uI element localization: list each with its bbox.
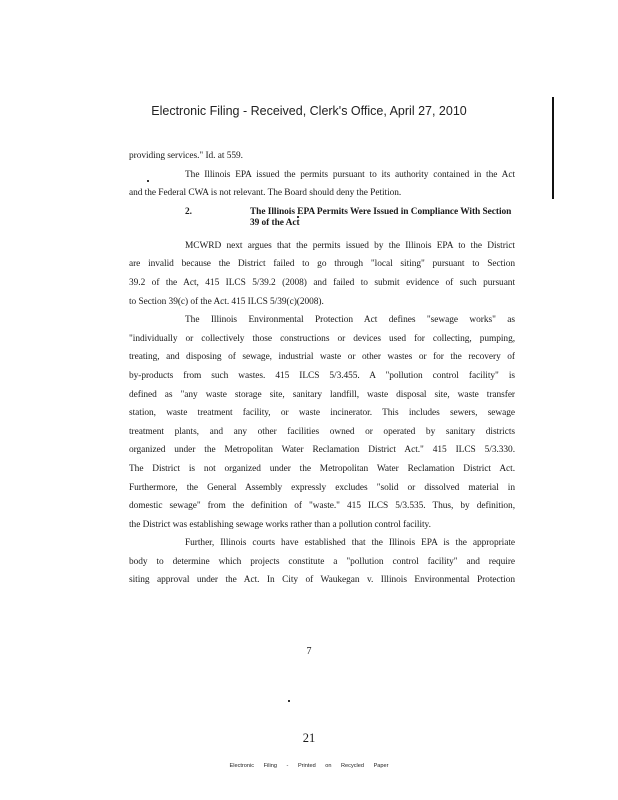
body-line: The Illinois Environmental Protection Act defines "sewage works" as — [185, 315, 515, 326]
section-title: The Illinois EPA Permits Were Issued in Compliance With Section 39 of the Act — [249, 206, 512, 229]
body-line: domestic sewage" from the definition of "waste." 415 ILCS 5/3.535. Thus, by definition, — [129, 501, 515, 512]
body-line: MCWRD next argues that the permits issued by the Illinois EPA to the District — [185, 240, 515, 251]
body-line: and the Federal CWA is not relevant. The Board should deny the Petition. — [129, 188, 402, 199]
filing-footer: Electronic Filing - Printed on Recycled Paper — [229, 763, 389, 769]
body-line: station, waste treatment facility, or waste incinerator. This includes sewers, sewage — [129, 408, 515, 419]
section-heading — [129, 207, 515, 230]
body-line: the District was establishing sewage works rather than a pollution control facility. — [129, 519, 431, 530]
body-line: Furthermore, the General Assembly expressly excludes "solid or dissolved material in — [129, 482, 515, 493]
body-line: organized under the Metropolitan Water Reclamation District Act." 415 ILCS 5/3.330. — [129, 445, 515, 456]
filing-header: Electronic Filing - Received, Clerk's Office, April 27, 2010 — [151, 104, 467, 118]
body-line: The District is not organized under the Metropolitan Water Reclamation District Act. — [129, 463, 515, 474]
body-line: The Illinois EPA issued the permits pursuant to its authority contained in the Act — [185, 169, 515, 180]
body-line: siting approval under the Act. In City of Waukegan v. Illinois Environmental Protection — [129, 575, 515, 586]
body-line: "individually or collectively those constructions or devices used for collecting, pumping, — [129, 333, 515, 344]
margin-revision-bar — [552, 97, 554, 199]
body-line: body to determine which projects constitute a "pollution control facility" and require — [129, 556, 515, 567]
body-line: defined as "any waste storage site, sanitary landfill, waste disposal site, waste transfer — [129, 389, 515, 400]
filing-page-number: 21 — [302, 731, 316, 745]
document-body — [129, 147, 515, 590]
body-line: treating, and disposing of sewage, industrial waste or other wastes or for the recovery of — [129, 352, 515, 363]
body-line: by-products from such wastes. 415 ILCS 5/3.455. A "pollution control facility" is — [129, 370, 515, 381]
section-number: 2. — [185, 206, 192, 217]
body-line: Further, Illinois courts have established that the Illinois EPA is the appropriate — [185, 538, 515, 549]
body-line: 39.2 of the Act, 415 ILCS 5/39.2 (2008) and failed to submit evidence of such pursuant — [129, 277, 515, 288]
scan-speck — [288, 700, 290, 702]
brief-page-number: 7 — [306, 646, 312, 657]
body-line: treatment plants, and any other facilities owned or operated by sanitary districts — [129, 426, 515, 437]
body-line: providing services." Id. at 559. — [129, 151, 243, 161]
body-line: are invalid because the District failed to go through "local siting" pursuant to Section — [129, 259, 515, 270]
body-line: to Section 39(c) of the Act. 415 ILCS 5/39(c)(2008). — [129, 296, 324, 307]
